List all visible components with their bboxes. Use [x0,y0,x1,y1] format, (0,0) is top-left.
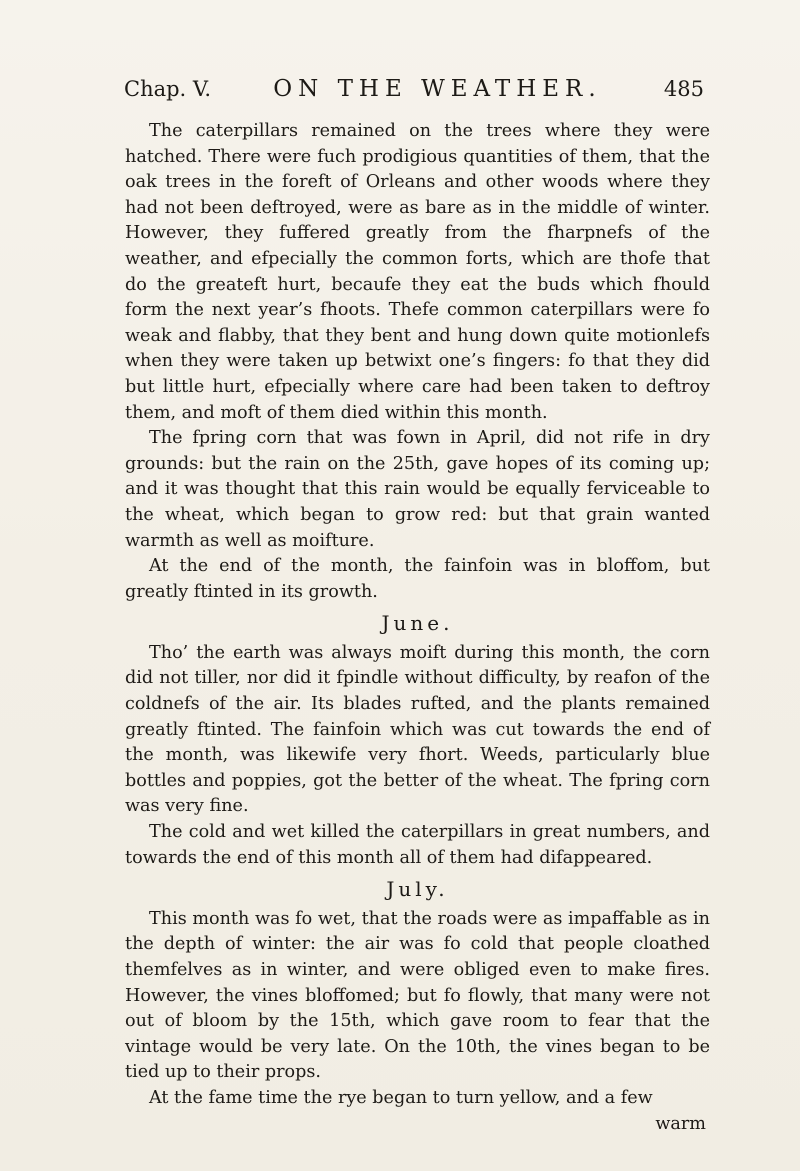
chapter-label: Chap. V. [124,77,212,101]
paragraph: Tho’ the earth was always moift during this month, the corn did not tiller, nor did it fpindle without difficulty, by reafon of the coldnefs of the air. Its blades rufted, and the plants remained greatly ftinted. The fainfoin which was cut towards the end of the month, was likewife very fhort. Weeds, particularly blue bottles and poppies, got the better of the wheat. The fpring corn was very fine. [125,642,710,817]
body-text [125,119,710,1137]
page-number: 485 [663,77,704,101]
section-heading-july: July. [386,877,449,902]
paragraph: The cold and wet killed the caterpillars in great numbers, and towards the end of this month all of them had difappeared. [125,822,710,868]
paragraph: The caterpillars remained on the trees where they were hatched. There were fuch prodigious quantities of them, that the oak trees in the foreft of Orleans and other woods where they had not been deftroyed, were as bare as in the middle of winter. However, they fuffered greatly from the fharpnefs of the weather, and efpecially the common forts, which are thofe that do the greateft hurt, becaufe they eat the buds which fhould form the next year’s fhoots. Thefe common caterpillars were fo weak and flabby, that they bent and hung down quite motionlefs when they were taken up betwixt one’s fingers: fo that they did but little hurt, efpecially where care had been taken to deftroy them, and moft of them died within this month. [125,121,710,423]
paragraph: At the fame time the rye began to turn yellow, and a few [149,1087,653,1108]
paragraph: At the end of the month, the fainfoin was in bloffom, but greatly ftinted in its growth. [125,556,710,602]
catchword: warm [655,1113,706,1134]
paragraph: This month was fo wet, that the roads were as impaffable as in the depth of winter: the air was fo cold that people cloathed themfelves as in winter, and were obliged even to make fires. However, the vines bloffomed; but fo flowly, that many were not out of bloom by the 15th, which gave room to fear that the vintage would be very late. On the 10th, the vines began to be tied up to their props. [125,908,710,1083]
page-header [124,76,704,112]
section-heading-june: June. [381,611,454,636]
running-title: ON THE WEATHER. [273,76,602,102]
paragraph: The fpring corn that was fown in April, did not rife in dry grounds: but the rain on the 25th, gave hopes of its coming up; and it was thought that this rain would be equally ferviceable to the wheat, which began to grow red: but that grain wanted warmth as well as moifture. [125,428,710,551]
